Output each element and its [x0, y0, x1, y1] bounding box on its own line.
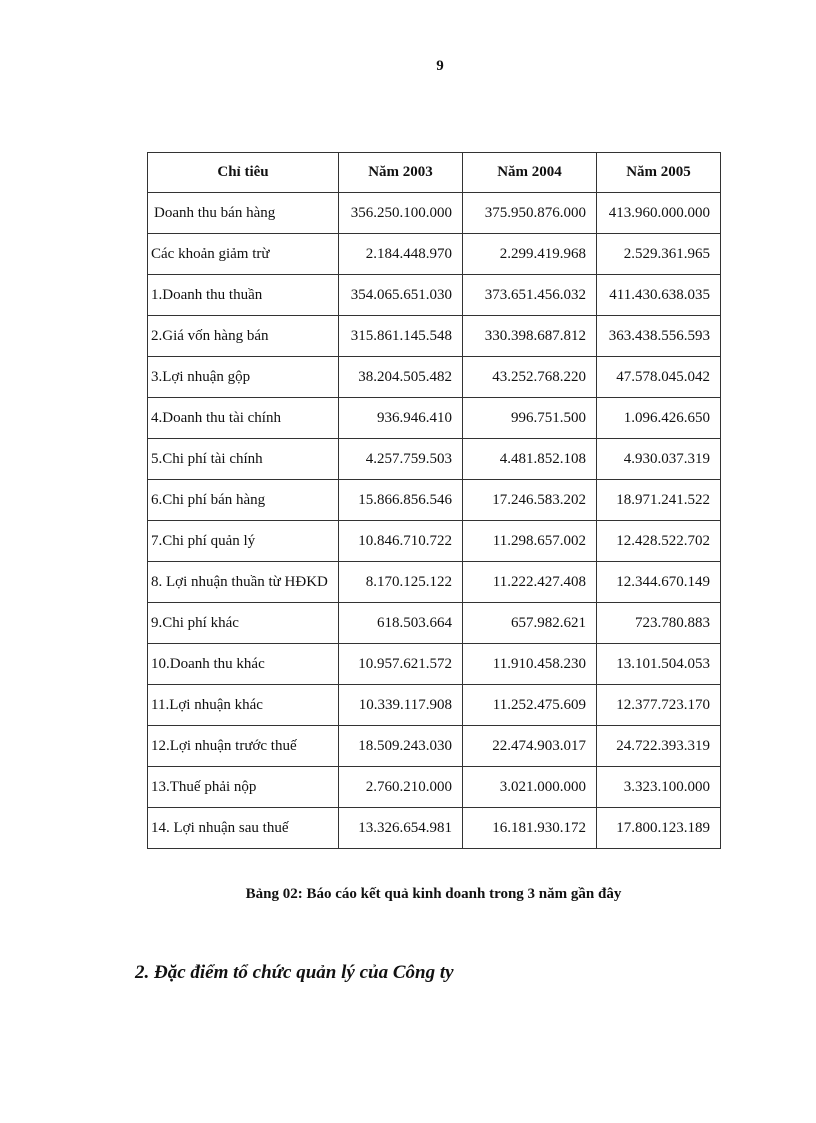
value-2005: 12.377.723.170 — [597, 685, 721, 726]
row-label: Doanh thu bán hàng — [148, 193, 339, 234]
value-2004: 996.751.500 — [463, 398, 597, 439]
value-2003: 618.503.664 — [339, 603, 463, 644]
table-row — [148, 521, 721, 562]
value-2005: 2.529.361.965 — [597, 234, 721, 275]
value-2004: 2.299.419.968 — [463, 234, 597, 275]
value-2005: 413.960.000.000 — [597, 193, 721, 234]
business-results-table — [147, 152, 721, 849]
row-label: 10.Doanh thu khác — [148, 644, 339, 685]
value-2004: 4.481.852.108 — [463, 439, 597, 480]
value-2005: 723.780.883 — [597, 603, 721, 644]
table-row — [148, 685, 721, 726]
value-2003: 10.846.710.722 — [339, 521, 463, 562]
table-row — [148, 603, 721, 644]
table-row — [148, 644, 721, 685]
header-year-2005: Năm 2005 — [597, 153, 721, 193]
row-label: 3.Lợi nhuận gộp — [148, 357, 339, 398]
table-caption: Bảng 02: Báo cáo kết quả kinh doanh trong 3 năm gần đây — [245, 886, 622, 902]
value-2003: 10.957.621.572 — [339, 644, 463, 685]
value-2004: 11.910.458.230 — [463, 644, 597, 685]
value-2004: 375.950.876.000 — [463, 193, 597, 234]
table-row — [148, 316, 721, 357]
value-2003: 936.946.410 — [339, 398, 463, 439]
row-label: 14. Lợi nhuận sau thuế — [148, 808, 339, 849]
value-2003: 2.760.210.000 — [339, 767, 463, 808]
value-2005: 24.722.393.319 — [597, 726, 721, 767]
value-2004: 330.398.687.812 — [463, 316, 597, 357]
table-row — [148, 808, 721, 849]
row-label: 6.Chi phí bán hàng — [148, 480, 339, 521]
section-heading: 2. Đặc điểm tổ chức quản lý của Công ty — [135, 962, 454, 983]
header-indicator: Chỉ tiêu — [148, 153, 339, 193]
page-number: 9 — [436, 58, 444, 74]
table-row — [148, 439, 721, 480]
value-2004: 11.298.657.002 — [463, 521, 597, 562]
row-label: 12.Lợi nhuận trước thuế — [148, 726, 339, 767]
row-label: 13.Thuế phải nộp — [148, 767, 339, 808]
table-row — [148, 275, 721, 316]
table-row — [148, 726, 721, 767]
row-label: 1.Doanh thu thuần — [148, 275, 339, 316]
value-2003: 10.339.117.908 — [339, 685, 463, 726]
value-2005: 17.800.123.189 — [597, 808, 721, 849]
row-label: 5.Chi phí tài chính — [148, 439, 339, 480]
table-row — [148, 193, 721, 234]
value-2005: 411.430.638.035 — [597, 275, 721, 316]
row-label: 9.Chi phí khác — [148, 603, 339, 644]
table-row — [148, 562, 721, 603]
value-2005: 47.578.045.042 — [597, 357, 721, 398]
value-2005: 363.438.556.593 — [597, 316, 721, 357]
value-2005: 3.323.100.000 — [597, 767, 721, 808]
value-2003: 8.170.125.122 — [339, 562, 463, 603]
row-label: Các khoản giảm trừ — [148, 234, 339, 275]
value-2003: 38.204.505.482 — [339, 357, 463, 398]
value-2003: 18.509.243.030 — [339, 726, 463, 767]
value-2003: 2.184.448.970 — [339, 234, 463, 275]
value-2004: 43.252.768.220 — [463, 357, 597, 398]
value-2004: 373.651.456.032 — [463, 275, 597, 316]
value-2005: 13.101.504.053 — [597, 644, 721, 685]
row-label: 8. Lợi nhuận thuần từ HĐKD — [148, 562, 339, 603]
header-year-2003: Năm 2003 — [339, 153, 463, 193]
table-row — [148, 234, 721, 275]
value-2004: 22.474.903.017 — [463, 726, 597, 767]
value-2004: 11.252.475.609 — [463, 685, 597, 726]
row-label: 11.Lợi nhuận khác — [148, 685, 339, 726]
value-2004: 657.982.621 — [463, 603, 597, 644]
value-2003: 354.065.651.030 — [339, 275, 463, 316]
table-row — [148, 767, 721, 808]
value-2005: 4.930.037.319 — [597, 439, 721, 480]
table-row — [148, 398, 721, 439]
value-2005: 1.096.426.650 — [597, 398, 721, 439]
value-2003: 13.326.654.981 — [339, 808, 463, 849]
table-header-row — [148, 153, 721, 193]
value-2004: 16.181.930.172 — [463, 808, 597, 849]
value-2004: 3.021.000.000 — [463, 767, 597, 808]
value-2005: 12.344.670.149 — [597, 562, 721, 603]
header-year-2004: Năm 2004 — [463, 153, 597, 193]
value-2004: 17.246.583.202 — [463, 480, 597, 521]
value-2005: 18.971.241.522 — [597, 480, 721, 521]
row-label: 2.Giá vốn hàng bán — [148, 316, 339, 357]
table-row — [148, 480, 721, 521]
row-label: 7.Chi phí quản lý — [148, 521, 339, 562]
value-2005: 12.428.522.702 — [597, 521, 721, 562]
value-2003: 4.257.759.503 — [339, 439, 463, 480]
value-2003: 15.866.856.546 — [339, 480, 463, 521]
table-row — [148, 357, 721, 398]
value-2003: 356.250.100.000 — [339, 193, 463, 234]
value-2004: 11.222.427.408 — [463, 562, 597, 603]
value-2003: 315.861.145.548 — [339, 316, 463, 357]
row-label: 4.Doanh thu tài chính — [148, 398, 339, 439]
